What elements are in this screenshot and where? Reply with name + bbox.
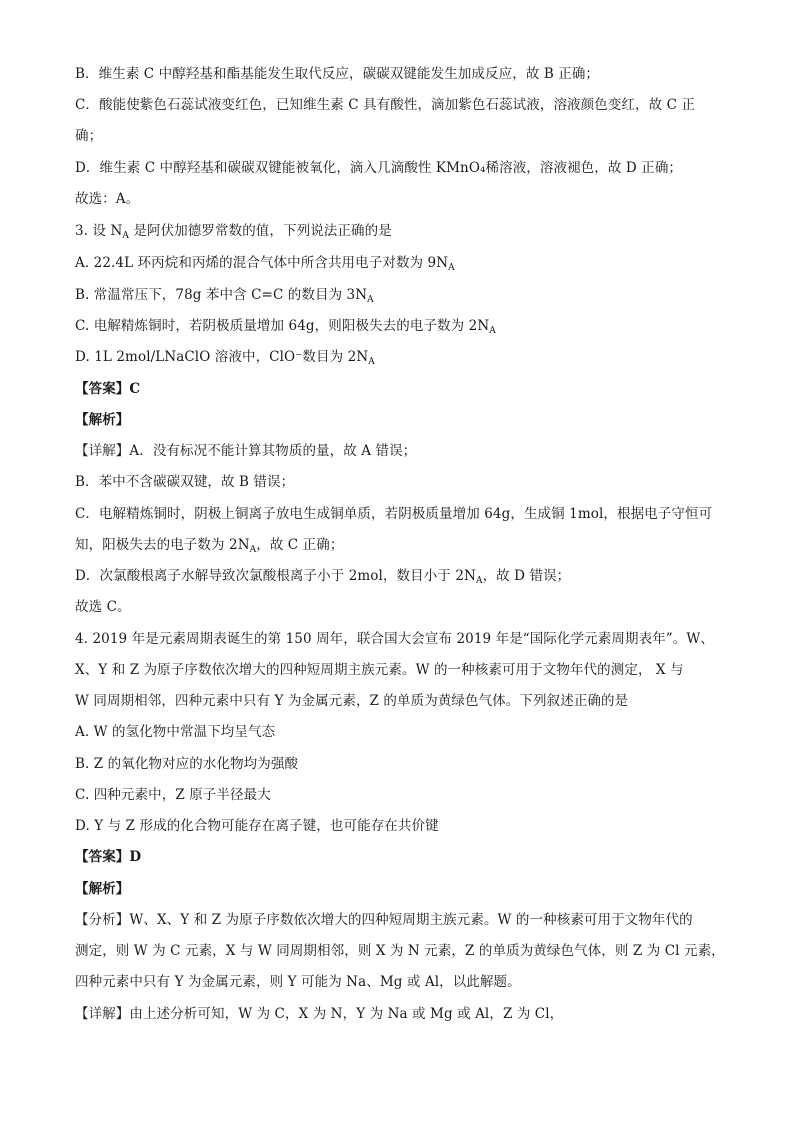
text-line: X、Y 和 Z 为原子序数依次增大的四种短周期主族元素。W 的一种核素可用于文物年代的测定， X 与 xyxy=(75,662,684,678)
option-d: D. Y 与 Z 形成的化合物可能存在离子键，也可能存在共价键 xyxy=(75,818,439,834)
option-c: C. 电解精炼铜时，若阴极质量增加 64g，则阳极失去的电子数为 $2N_A$ xyxy=(75,318,496,336)
text-line: 知，阳极失去的电子数为 $2N_A$，故 C 正确； xyxy=(75,537,344,555)
option-a: A. W 的氢化物中常温下均呈气态 xyxy=(75,724,276,740)
question-3: 3. 设 $N_A$ 是阿伏加德罗常数的值，下列说法正确的是 xyxy=(75,223,392,241)
text-line: C．电解精炼铜时，阴极上铜离子放电生成铜单质，若阴极质量增加 64g，生成铜 1mol，根据电子守恒可 xyxy=(75,506,713,522)
analysis-label: 【解析】 xyxy=(75,881,130,897)
text-line: B．维生素 C 中醇羟基和酯基能发生取代反应，碳碳双键能发生加成反应，故 B 正确； xyxy=(75,66,600,82)
text-line: 【分析】W、X、Y 和 Z 为原子序数依次增大的四种短周期主族元素。W 的一种核素可用于文物年代的 xyxy=(75,912,693,928)
text-line: B．苯中不含碳碳双键，故 B 错误； xyxy=(75,474,295,490)
answer-label: 【答案】C xyxy=(75,381,141,397)
text-line: 故选：A。 xyxy=(75,191,140,207)
text-line: 故选 C。 xyxy=(75,599,131,615)
question-4: 4. 2019 年是元素周期表诞生的第 150 周年，联合国大会宣布 2019 年是“国际化学元素周期表年”。W、 xyxy=(75,631,714,647)
analysis-label: 【解析】 xyxy=(75,412,130,428)
answer-label: 【答案】D xyxy=(75,849,142,865)
text-line: 测定，则 W 为 C 元素，X 与 W 同周期相邻，则 X 为 N 元素，Z 的单质为黄绿色气体，则 Z 为 Cl 元素， xyxy=(75,943,725,959)
text-line: W 同周期相邻，四种元素中只有 Y 为金属元素，Z 的单质为黄绿色气体。下列叙述正确的是 xyxy=(75,693,629,709)
option-b: B. Z 的氧化物对应的水化物均为强酸 xyxy=(75,756,299,772)
option-b: B. 常温常压下，78g 苯中含 C=C 的数目为 $3N_A$ xyxy=(75,287,374,305)
text-line: D．维生素 C 中醇羟基和碳碳双键能被氧化，滴入几滴酸性 KMnO₄稀溶液，溶液褪色，故 D 正确； xyxy=(75,160,683,176)
text-line: 四种元素中只有 Y 为金属元素，则 Y 可能为 Na、Mg 或 Al，以此解题。 xyxy=(75,974,521,990)
text-line: 确； xyxy=(75,128,103,144)
option-a: A. 22.4L 环丙烷和丙烯的混合气体中所含共用电子对数为 $9N_A$ xyxy=(75,255,455,273)
option-d: D. 1L 2mol/LNaClO 溶液中，ClO⁻数目为 $2N_A$ xyxy=(75,349,375,367)
text-line: C．酸能使紫色石蕊试液变红色，已知维生素 C 具有酸性，滴加紫色石蕊试液，溶液颜色变红，故 C 正 xyxy=(75,97,696,113)
text-line: 【详解】A．没有标况不能计算其物质的量，故 A 错误； xyxy=(75,443,417,459)
option-c: C. 四种元素中，Z 原子半径最大 xyxy=(75,787,271,803)
text-line: 【详解】由上述分析可知，W 为 C，X 为 N，Y 为 Na 或 Mg 或 Al，Z 为 Cl， xyxy=(75,1006,564,1022)
text-line: D．次氯酸根离子水解导致次氯酸根离子小于 2mol，数目小于 $2N_A$，故 D 错误； xyxy=(75,568,571,586)
